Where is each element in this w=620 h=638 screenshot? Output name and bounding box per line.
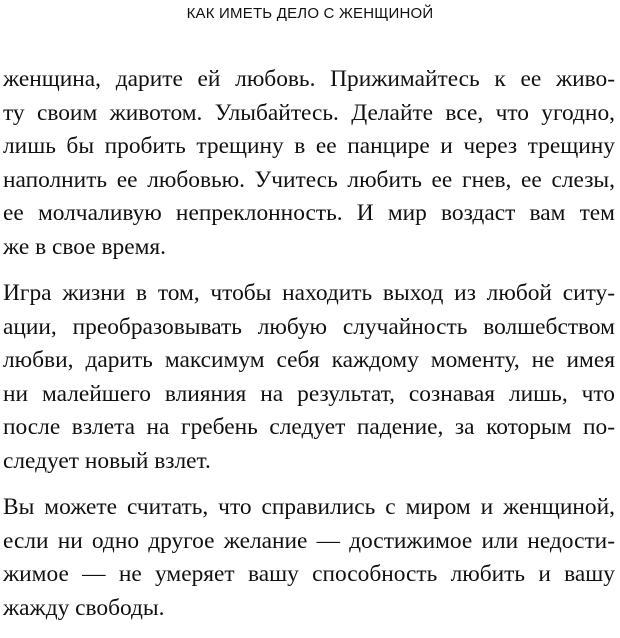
text-line: лишь бы пробить трещину в ее панцире и через трещину xyxy=(3,133,615,159)
text-line: женщина, дарите ей любовь. Прижимайтесь к ее живо- xyxy=(3,66,615,92)
text-line: после взлета на гребень следует падение, за которым по- xyxy=(3,414,615,440)
running-title: КАК ИМЕТЬ ДЕЛО С ЖЕНЩИНОЙ xyxy=(186,5,434,22)
text-line: ации, преобразовывать любую случайность волшебством xyxy=(3,313,615,340)
body-text xyxy=(3,63,615,638)
paragraph-3 xyxy=(3,491,615,625)
text-line: ее молчаливую непреклонность. И мир воздаст вам тем xyxy=(3,200,615,226)
text-line: Игра жизни в том, чтобы находить выход из любой ситу- xyxy=(3,280,615,306)
text-line: любви, дарить максимум себя каждому моменту, не имея xyxy=(3,347,615,373)
text-line: Вы можете считать, что справились с миром и женщиной, xyxy=(3,494,615,520)
paragraph-2 xyxy=(3,277,615,478)
text-line: ни малейшего влияния на результат, сознавая лишь, что xyxy=(3,380,615,407)
paragraph-1 xyxy=(3,63,615,264)
text-line: если ни одно другое желание — достижимое или недости- xyxy=(3,527,615,554)
text-line: жимое — не умеряет вашу способность любить и вашу xyxy=(3,561,615,587)
text-line: наполнить ее любовью. Учитесь любить ее гнев, ее слезы, xyxy=(3,166,615,193)
text-line: следует новый взлет. xyxy=(3,447,211,474)
text-line: жажду свободы. xyxy=(3,594,165,621)
text-line: ту своим животом. Улыбайтесь. Делайте все, что угодно, xyxy=(3,99,615,126)
text-line: же в свое время. xyxy=(3,233,166,260)
